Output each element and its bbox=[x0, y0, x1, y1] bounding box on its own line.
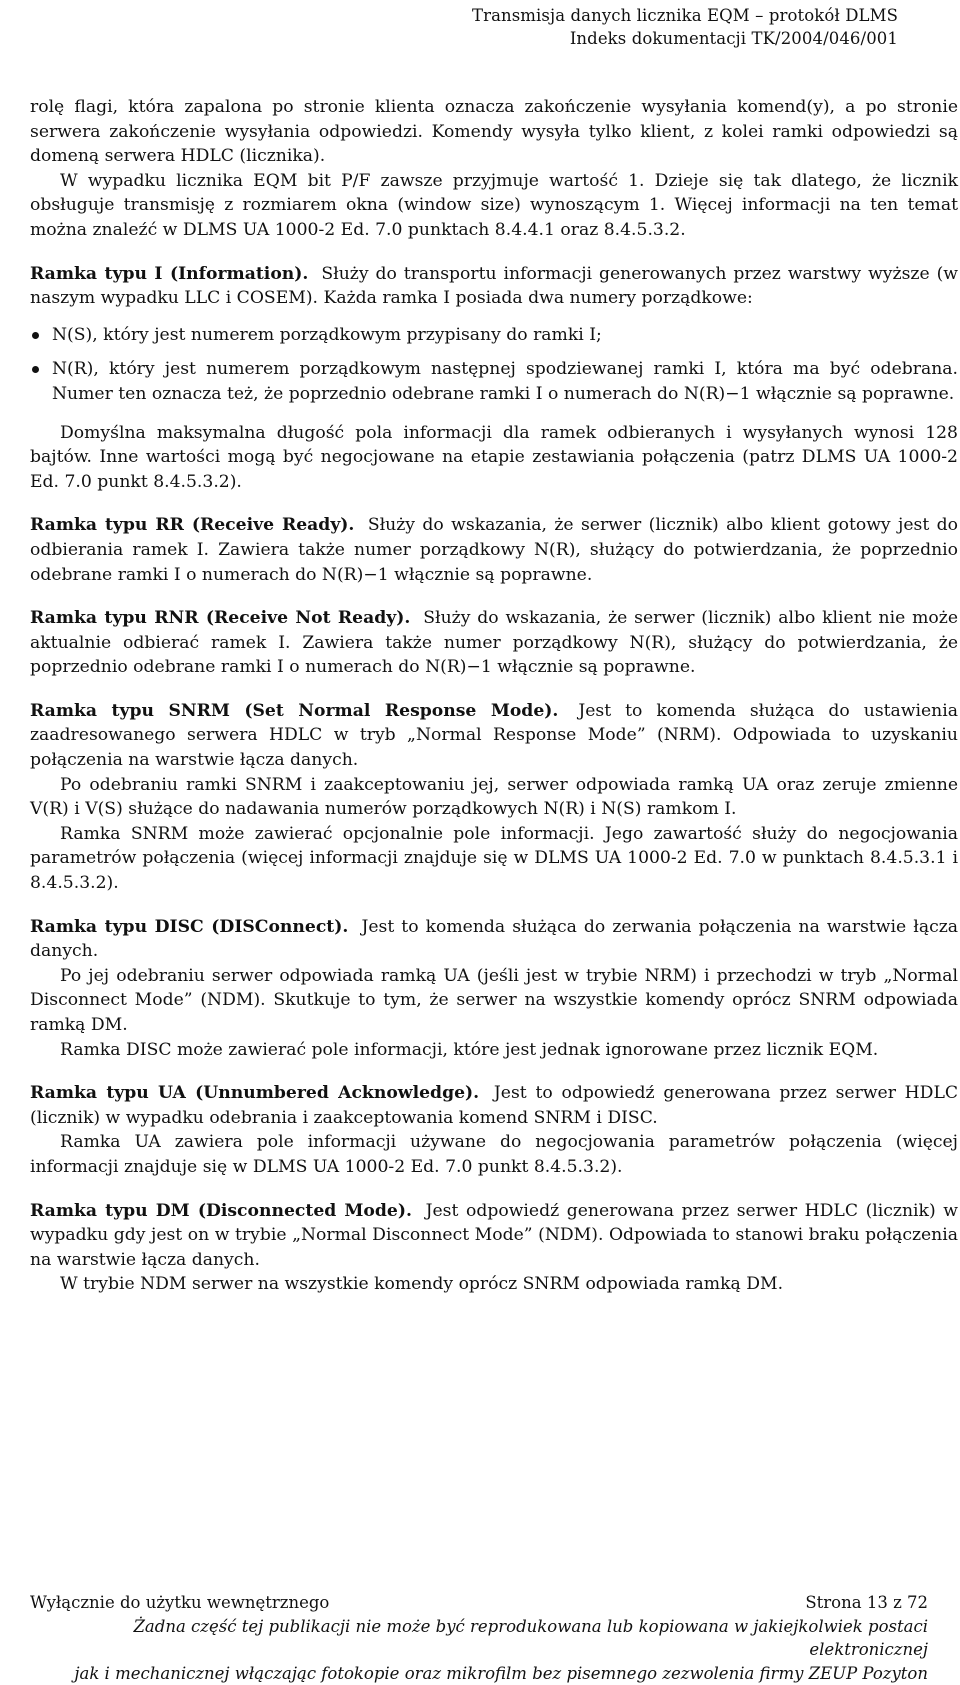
paragraph: Ramka SNRM może zawierać opcjonalnie pole informacji. Jego zawartość służy do negocjowania parametrów połączenia (więcej informacji znajduje się w DLMS UA 1000-2 Ed. 7.0 w punktach 8.4.5.3.1 i 8.4.5.3.2). bbox=[30, 822, 958, 896]
bullet-icon bbox=[32, 332, 39, 339]
paragraph: Po jej odebraniu serwer odpowiada ramką UA (jeśli jest w trybie NRM) i przechodzi w tryb „Normal Disconnect Mode” (NDM). Skutkuje to tym, że serwer na wszystkie komendy oprócz SNRM odpowiada ramką DM. bbox=[30, 964, 958, 1038]
section-rr bbox=[30, 513, 958, 587]
section-i-frame bbox=[30, 262, 958, 311]
section-text: Służy do transportu informacji generowanych przez warstwy wyższe (w naszym wypadku LLC i COSEM). Każda ramka I posiada dwa numery porządkowe: bbox=[30, 264, 958, 309]
footer-row bbox=[30, 1591, 928, 1615]
section-heading: Ramka typu RNR (Receive Not Ready). bbox=[30, 608, 410, 628]
bullet-icon bbox=[32, 366, 39, 373]
paragraph: Po odebraniu ramki SNRM i zaakceptowaniu jej, serwer odpowiada ramką UA oraz zeruje zmienne V(R) i V(S) służące do nadawania numerów porządkowych N(R) i N(S) ramkom I. bbox=[30, 773, 958, 822]
section-text: Jest to odpowiedź generowana przez serwer HDLC (licznik) w wypadku odebrania i zaakceptowania komend SNRM i DISC. bbox=[30, 1083, 958, 1128]
paragraph: W wypadku licznika EQM bit P/F zawsze przyjmuje wartość 1. Dzieje się tak dlatego, że licznik obsługuje transmisję z rozmiarem okna (window size) wynoszącym 1. Więcej informacji na ten temat można znaleźć w DLMS UA 1000-2 Ed. 7.0 punktach 8.4.4.1 oraz 8.4.5.3.2. bbox=[30, 169, 958, 243]
section-ua bbox=[30, 1081, 958, 1130]
section-text: Jest odpowiedź generowana przez serwer HDLC (licznik) w wypadku gdy jest on w trybie „Normal Disconnect Mode” (NDM). Odpowiada to stanowi braku połączenia na warstwie łącza danych. bbox=[30, 1201, 958, 1270]
section-heading: Ramka typu RR (Receive Ready). bbox=[30, 515, 354, 535]
header-doc-index: Indeks dokumentacji TK/2004/046/001 bbox=[472, 27, 898, 50]
section-text: Służy do wskazania, że serwer (licznik) albo klient gotowy jest do odbierania ramek I. Zawiera także numer porządkowy N(R), służący do potwierdzania, że poprzednio odebrane ramki I o numerach do N(R)−1 włącznie są poprawne. bbox=[30, 515, 958, 584]
section-heading: Ramka typu I (Information). bbox=[30, 264, 308, 284]
bullet-list bbox=[30, 323, 958, 407]
list-item: N(R), który jest numerem porządkowym następnej spodziewanej ramki I, która ma być odebrana. Numer ten oznacza też, że poprzednio odebrane ramki I o numerach do N(R)−1 włącznie są poprawne. bbox=[30, 357, 958, 406]
section-heading: Ramka typu DM (Disconnected Mode). bbox=[30, 1201, 412, 1221]
section-heading: Ramka typu DISC (DISConnect). bbox=[30, 917, 348, 937]
section-text: Służy do wskazania, że serwer (licznik) albo klient nie może aktualnie odbierać ramek I. Zawiera także numer porządkowy N(R), służący do potwierdzania, że poprzednio odebrane ramki I o numerach do N(R)−1 włącznie są poprawne. bbox=[30, 608, 958, 677]
paragraph: Ramka UA zawiera pole informacji używane do negocjowania parametrów połączenia (więcej informacji znajduje się w DLMS UA 1000-2 Ed. 7.0 punkt 8.4.5.3.2). bbox=[30, 1130, 958, 1179]
copyright-note: jak i mechanicznej włączając fotokopie oraz mikrofilm bez pisemnego zezwolenia firmy ZEUP Pozyton bbox=[30, 1662, 928, 1685]
section-rnr bbox=[30, 606, 958, 680]
section-disc bbox=[30, 915, 958, 964]
copyright-note: Żadna część tej publikacji nie może być reprodukowana lub kopiowana w jakiejkolwiek postaci elektronicznej bbox=[30, 1615, 928, 1662]
section-heading: Ramka typu UA (Unnumbered Acknowledge). bbox=[30, 1083, 479, 1103]
page-footer bbox=[30, 1591, 928, 1685]
section-snrm bbox=[30, 699, 958, 773]
paragraph: W trybie NDM serwer na wszystkie komendy oprócz SNRM odpowiada ramką DM. bbox=[30, 1272, 958, 1297]
section-dm bbox=[30, 1199, 958, 1273]
section-heading: Ramka typu SNRM (Set Normal Response Mode). bbox=[30, 701, 558, 721]
section-text: Jest to komenda służąca do zerwania połączenia na warstwie łącza danych. bbox=[30, 917, 958, 962]
page-number: Strona 13 z 72 bbox=[805, 1591, 928, 1615]
paragraph: rolę flagi, która zapalona po stronie klienta oznacza zakończenie wysyłania komend(y), a po stronie serwera zakończenie wysyłania odpowiedzi. Komendy wysyła tylko klient, z kolei ramki odpowiedzi są domeną serwera HDLC (licznika). bbox=[30, 95, 958, 169]
footer-internal-use: Wyłącznie do użytku wewnętrznego bbox=[30, 1591, 329, 1615]
list-item: N(S), który jest numerem porządkowym przypisany do ramki I; bbox=[30, 323, 958, 348]
page-header bbox=[472, 4, 898, 50]
paragraph: Ramka DISC może zawierać pole informacji, które jest jednak ignorowane przez licznik EQM. bbox=[30, 1038, 958, 1063]
section-text: Jest to komenda służąca do ustawienia zaadresowanego serwera HDLC w tryb „Normal Response Mode” (NRM). Odpowiada to uzyskaniu połączenia na warstwie łącza danych. bbox=[30, 701, 958, 770]
header-title: Transmisja danych licznika EQM – protokół DLMS bbox=[472, 4, 898, 27]
paragraph: Domyślna maksymalna długość pola informacji dla ramek odbieranych i wysyłanych wynosi 128 bajtów. Inne wartości mogą być negocjowane na etapie zestawiania połączenia (patrz DLMS UA 1000-2 Ed. 7.0 punkt 8.4.5.3.2). bbox=[30, 421, 958, 495]
document-body bbox=[30, 95, 958, 1297]
